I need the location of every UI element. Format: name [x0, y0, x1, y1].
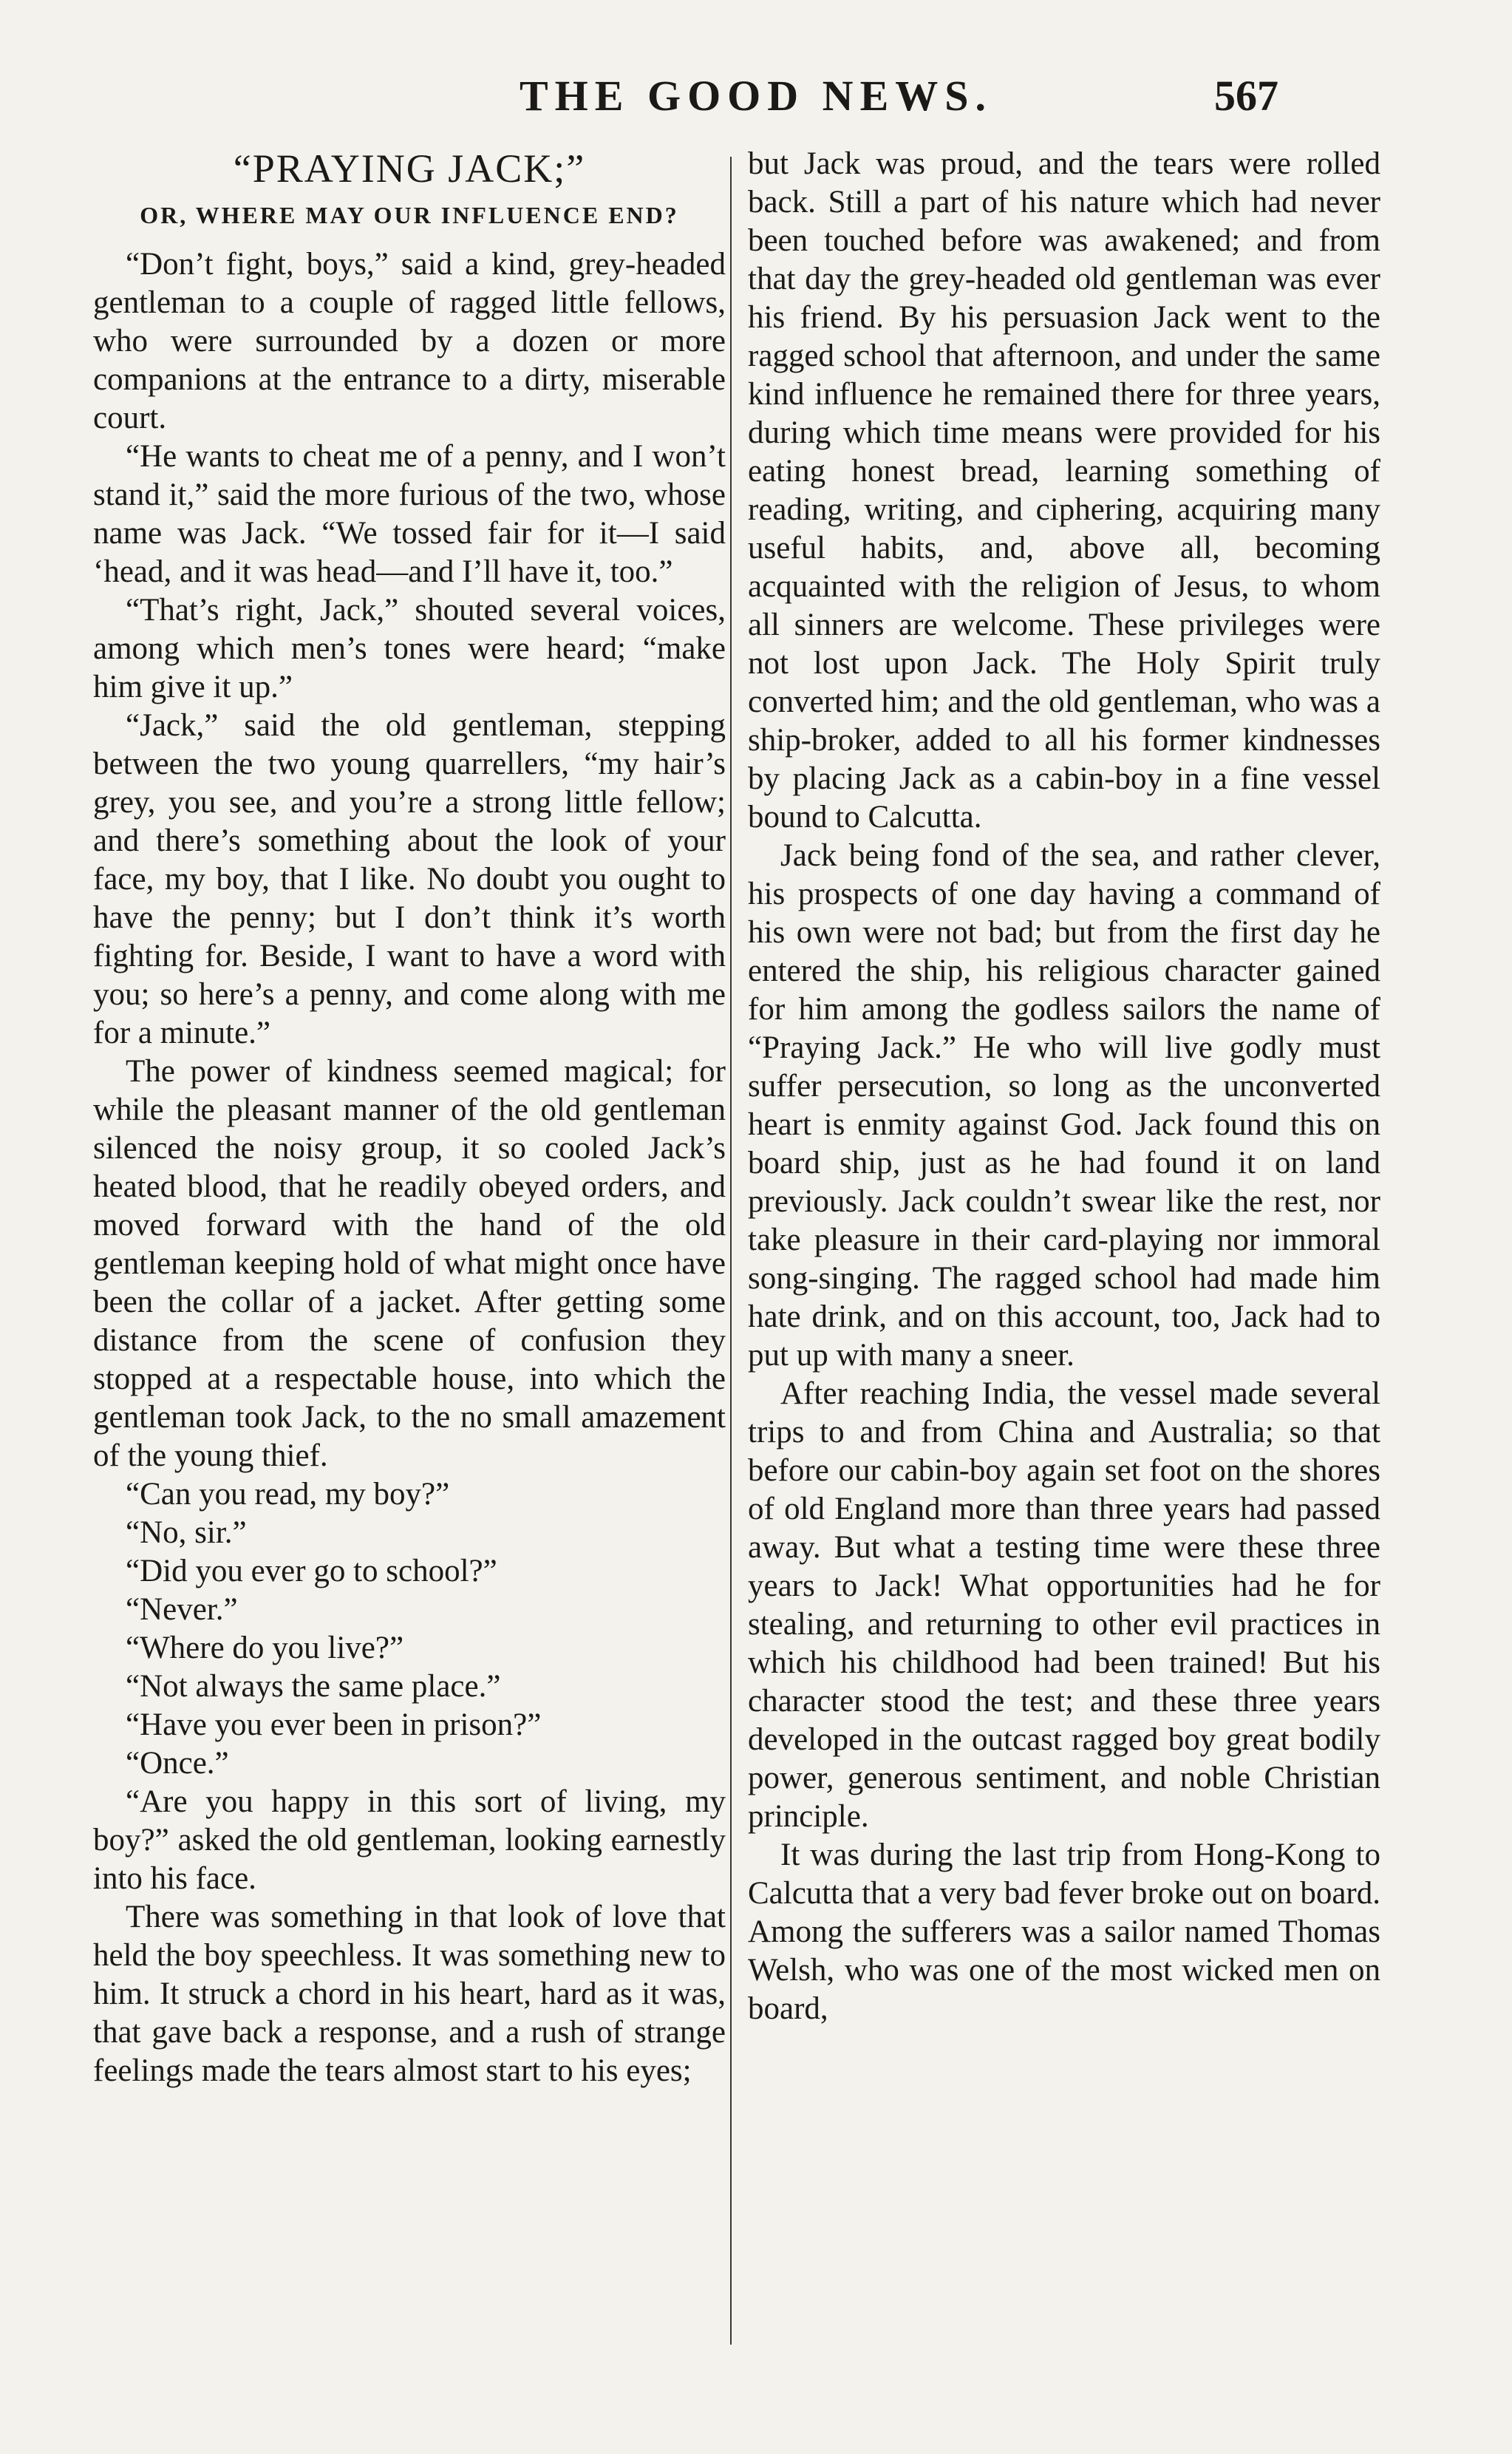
column-divider — [730, 157, 732, 2345]
dialog-line: “Once.” — [126, 1746, 229, 1781]
page-number: 567 — [1214, 72, 1278, 120]
paragraph: It was during the last trip from Hong-Kong to Calcutta that a very bad fever broke out on board. Among the sufferers was a sailor named Thomas Welsh, who was one of the most wicked men on board, — [748, 1838, 1380, 2026]
dialog-line: “Where do you live?” — [126, 1631, 404, 1665]
paragraph: After reaching India, the vessel made several trips to and from China and Australia; so that before our cabin-boy again set foot on the shores of old England more than three years had passed away. But what a testing time were these three years to Jack! What opportunities had he for stealing, and returning to other evil practices in which his childhood had been trained! But his character stood the test; and these three years developed in the outcast ragged boy great bodily power, generous sentiment, and noble Christian principle. — [748, 1376, 1380, 1834]
dialog-line: “Not always the same place.” — [126, 1669, 501, 1704]
dialog-line: “Have you ever been in prison?” — [126, 1707, 542, 1742]
paragraph: “He wants to cheat me of a penny, and I won’t stand it,” said the more furious of the two, whose name was Jack. “We tossed fair for it—I said ‘head, and it was head—and I’ll have it, too.” — [93, 439, 726, 589]
dialog-line: “Can you read, my boy?” — [126, 1477, 450, 1512]
dialog-line: “Never.” — [126, 1592, 238, 1627]
dialog-line: “No, sir.” — [126, 1515, 247, 1550]
paragraph: “Don’t fight, boys,” said a kind, grey-headed gentleman to a couple of ragged little fellows, who were surrounded by a dozen or more companions at the entrance to a dirty, miserable court. — [93, 247, 726, 435]
paragraph: Jack being fond of the sea, and rather clever, his prospects of one day having a command of his own were not bad; but from the first day he entered the ship, his religious character gained for him among the godless sailors the name of “Praying Jack.” He who will live godly must suffer persecution, so long as the unconverted heart is enmity against God. Jack found this on board ship, just as he had found it on land previously. Jack couldn’t swear like the rest, nor take pleasure in their card-playing nor immoral song-singing. The ragged school had made him hate drink, and on this account, too, Jack had to put up with many a sneer. — [748, 838, 1380, 1373]
publication-title: THE GOOD NEWS. — [519, 72, 993, 120]
left-column — [93, 145, 726, 2090]
article-subtitle: OR, WHERE MAY OUR INFLUENCE END? — [140, 202, 679, 228]
paragraph: “Are you happy in this sort of living, my boy?” asked the old gentleman, looking earnestly into his face. — [93, 1784, 726, 1896]
paragraph: There was something in that look of love that held the boy speechless. It was something new to him. It struck a chord in his heart, hard as it was, that gave back a response, and a rush of strange feelings made the tears almost start to his eyes; — [93, 1900, 726, 2088]
paragraph: “Jack,” said the old gentleman, stepping between the two young quarrellers, “my hair’s grey, you see, and you’re a strong little fellow; and there’s something about the look of your face, my boy, that I like. No doubt you ought to have the penny; but I don’t think it’s worth fighting for. Beside, I want to have a word with you; so here’s a penny, and come along with me for a minute.” — [93, 708, 726, 1050]
paragraph: but Jack was proud, and the tears were rolled back. Still a part of his nature which had never been touched before was awakened; and from that day the grey-headed old gentleman was ever his friend. By his persuasion Jack went to the ragged school that afternoon, and under the same kind influence he remained there for three years, during which time means were provided for his eating honest bread, learning something of reading, writing, and ciphering, acquiring many useful habits, and, above all, becoming acquainted with the religion of Jesus, to whom all sinners are welcome. These privileges were not lost upon Jack. The Holy Spirit truly converted him; and the old gentleman, who was a ship-broker, added to all his former kindnesses by placing Jack as a cabin-boy in a fine vessel bound to Calcutta. — [748, 146, 1380, 835]
right-column — [748, 145, 1380, 2028]
running-head — [0, 71, 1404, 130]
paragraph: The power of kindness seemed magical; for while the pleasant manner of the old gentleman silenced the noisy group, it so cooled Jack’s heated blood, that he readily obeyed orders, and moved forward with the hand of the old gentleman keeping hold of what might once have been the collar of a jacket. After getting some distance from the scene of confusion they stopped at a respectable house, into which the gentleman took Jack, to the no small amazement of the young thief. — [93, 1054, 726, 1473]
article-title: “PRAYING JACK;” — [233, 146, 586, 191]
dialog-line: “Did you ever go to school?” — [126, 1554, 497, 1588]
paragraph: “That’s right, Jack,” shouted several voices, among which men’s tones were heard; “make him give it up.” — [93, 593, 726, 704]
